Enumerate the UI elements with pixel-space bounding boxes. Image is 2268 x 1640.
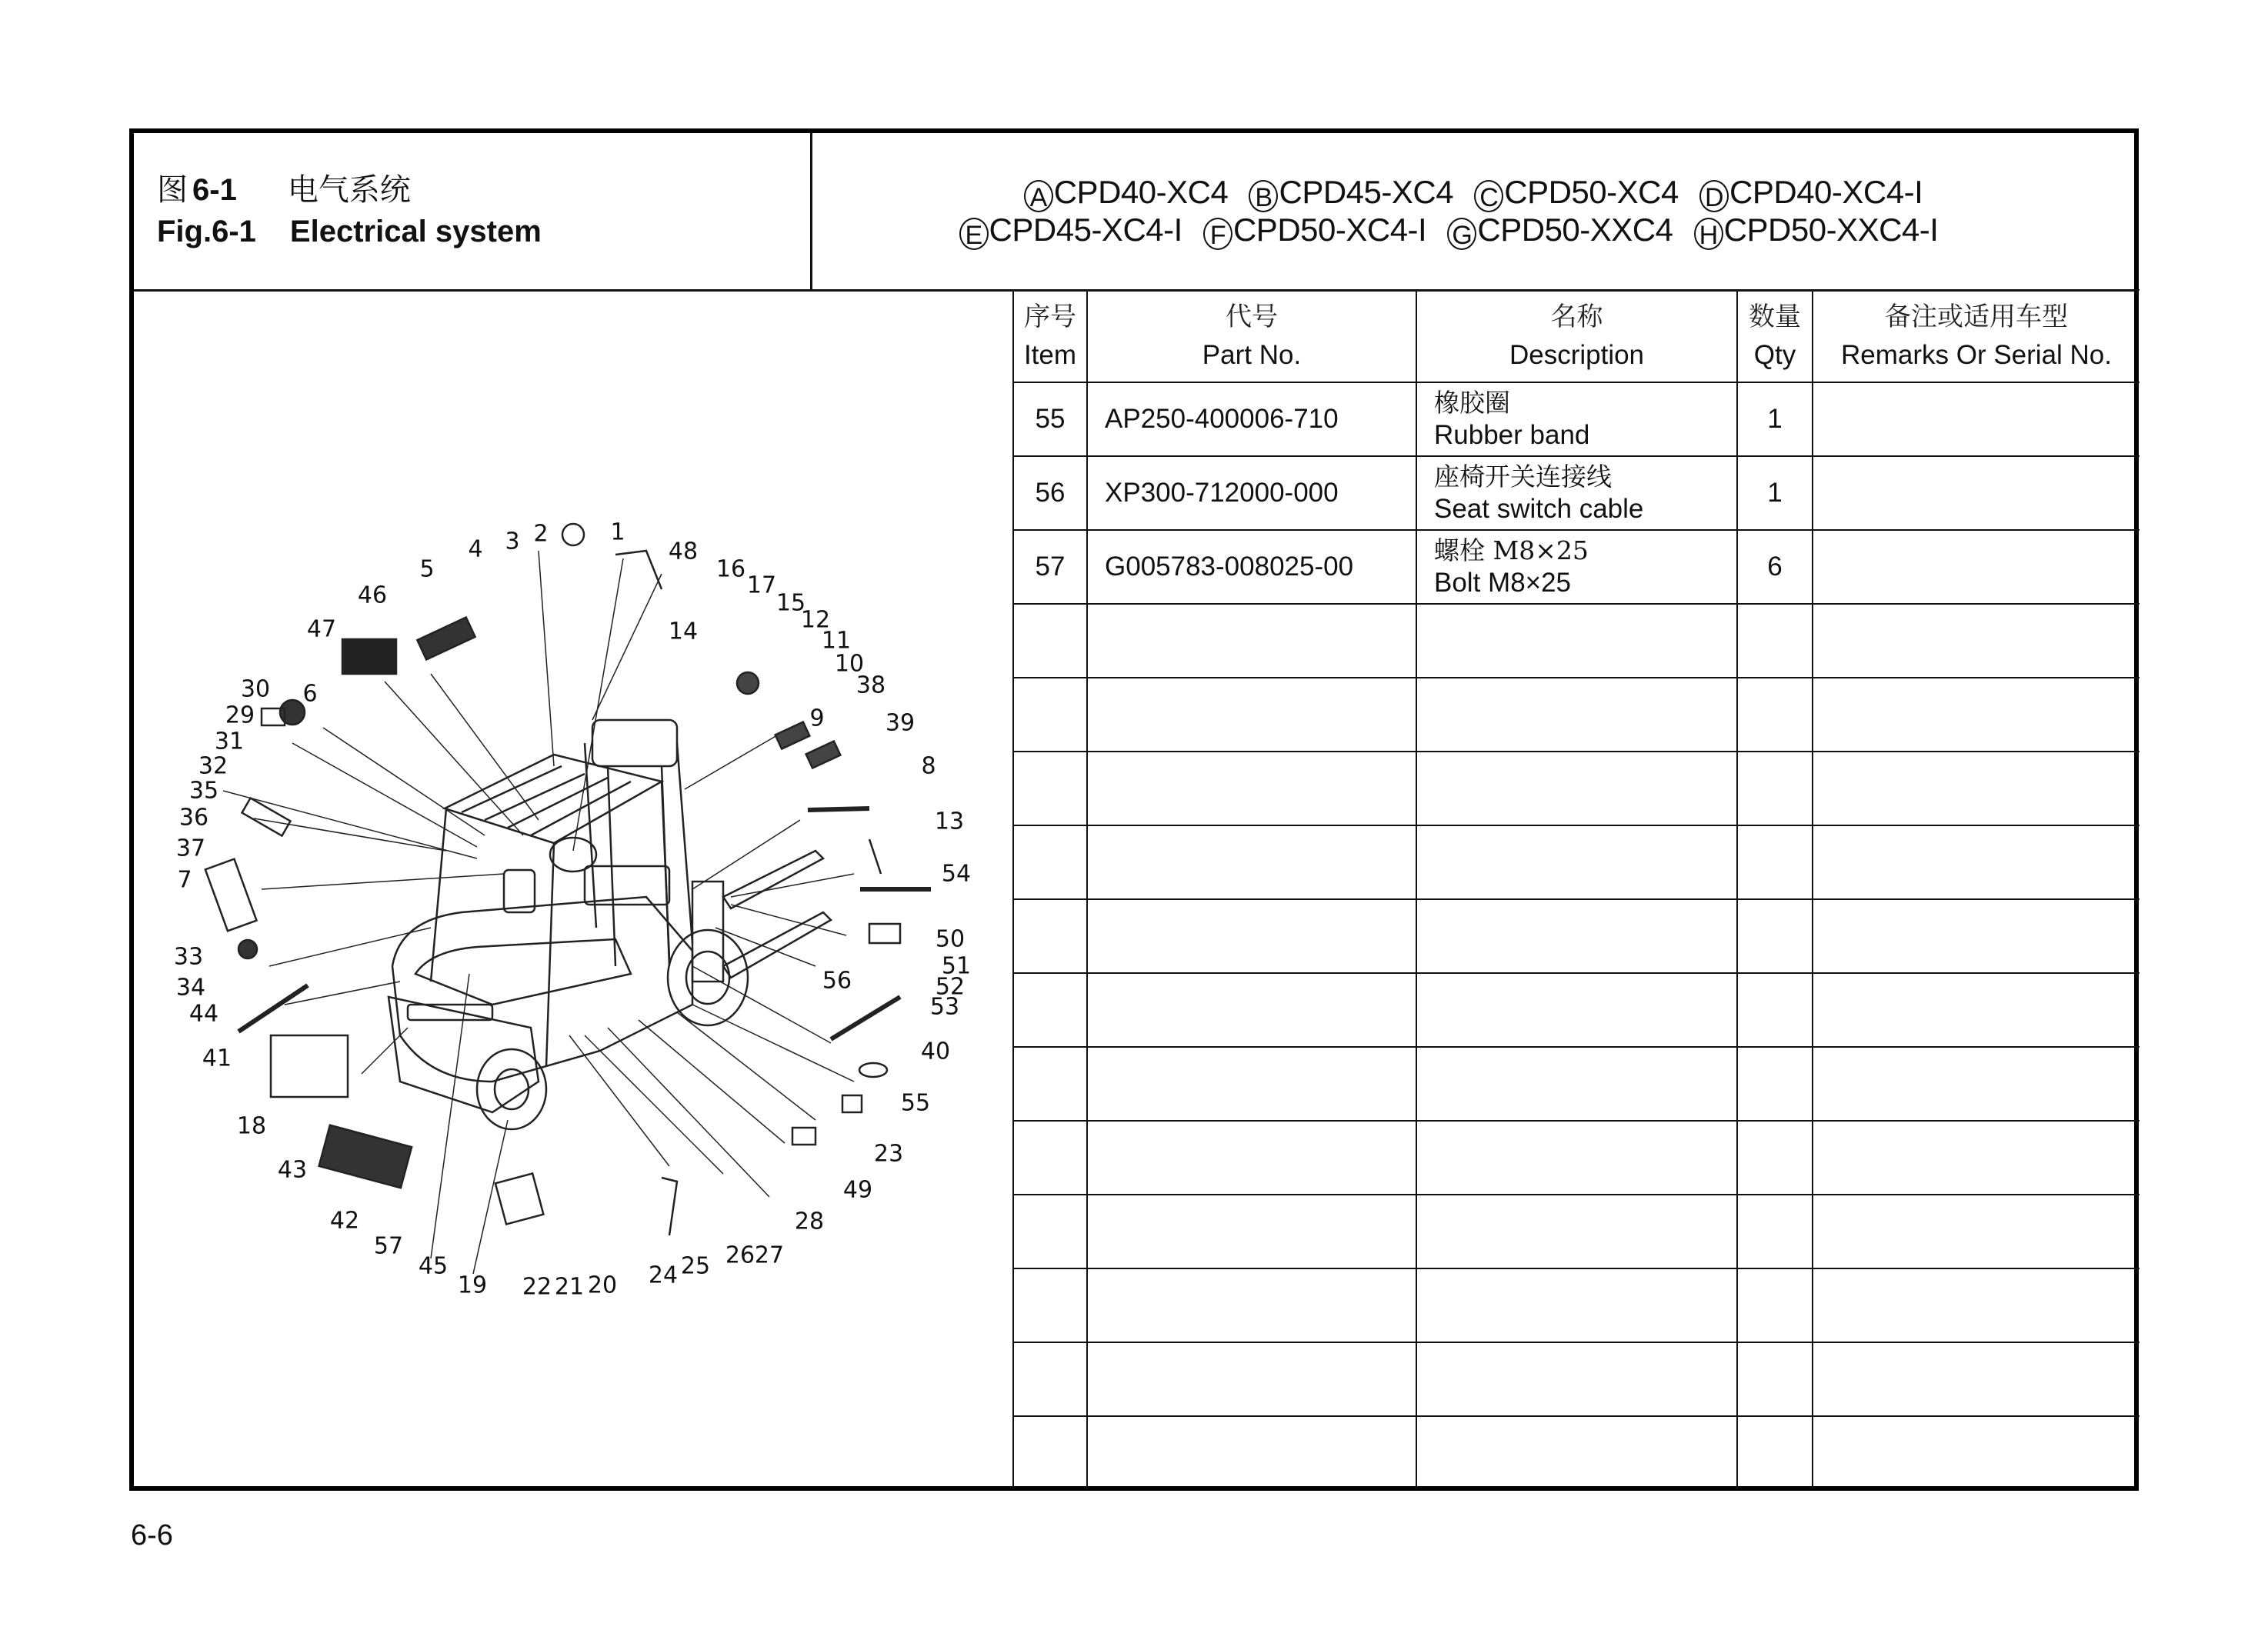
callout-label: 4 [468,535,483,563]
cell-remarks [1813,1416,2140,1489]
cell-part-no [1087,1342,1416,1416]
figure-name-en: Electrical system [289,215,542,248]
table-row [1013,1195,2140,1268]
cell-qty: 1 [1737,456,1813,530]
cell-qty [1737,1047,1813,1121]
col-header-part-no [1087,290,1416,382]
cell-description [1416,530,1737,604]
cell-item [1013,973,1087,1047]
callout-label: 9 [809,705,825,732]
col-header-remarks [1813,290,2140,382]
cell-part-no [1087,825,1416,899]
description-cn: 橡胶圈 [1434,388,1510,418]
cell-item [1013,1268,1087,1342]
circled-letter-icon: F [1203,218,1232,250]
cell-remarks [1813,604,2140,678]
callout-label: 14 [668,618,699,645]
figure-number: 6-1 [192,173,237,207]
cell-description [1416,1121,1737,1195]
cell-item [1013,1342,1087,1416]
col-header-cn: 备注或适用车型 [1885,302,2068,332]
callout-label: 26 [725,1242,755,1269]
models-row-2 [763,212,2134,250]
callout-label: 57 [373,1232,404,1260]
callout-label: 50 [935,925,966,953]
figure-frame [129,128,2139,1491]
cell-part-no [1087,899,1416,973]
cell-part-no [1087,678,1416,752]
col-header-qty [1737,290,1813,382]
table-header-row [1013,290,2140,382]
cell-description [1416,604,1737,678]
cell-item [1013,825,1087,899]
cell-item [1013,899,1087,973]
cell-qty [1737,825,1813,899]
models-list [812,175,2134,250]
callout-label: 2 [533,520,549,548]
cell-description [1416,1195,1737,1268]
table-row [1013,752,2140,825]
table-row [1013,899,2140,973]
callout-label: 30 [240,675,271,703]
exploded-diagram [134,292,1012,1491]
cell-qty: 1 [1737,382,1813,456]
table-row [1013,1268,2140,1342]
col-header-cn: 代号 [1226,302,1278,332]
callout-label: 55 [900,1089,931,1117]
callout-label: 38 [856,672,886,699]
cell-remarks [1813,678,2140,752]
figure-prefix-cn: 图 [157,172,188,208]
col-header-cn: 序号 [1024,302,1076,332]
figure-title-en [157,215,542,249]
description-en: Bolt M8×25 [1434,568,1572,598]
col-header-en: Item [1023,340,1077,370]
model-item [1249,175,1453,212]
callout-label: 45 [418,1252,449,1280]
callout-label: 3 [505,528,520,555]
circled-letter-icon: G [1447,218,1476,250]
table-row [1013,604,2140,678]
page-number: 6-6 [131,1519,173,1552]
cell-item [1013,1121,1087,1195]
cell-part-no [1087,604,1416,678]
callout-label: 48 [668,538,699,565]
callout-label: 36 [178,804,209,832]
cell-description [1416,382,1737,456]
col-header-cn: 名称 [1550,302,1603,332]
cell-qty: 6 [1737,530,1813,604]
cell-item: 56 [1013,456,1087,530]
table-row [1013,825,2140,899]
callout-label: 20 [587,1272,618,1299]
cell-part-no [1087,1121,1416,1195]
col-header-description [1416,290,1737,382]
cell-item [1013,1195,1087,1268]
model-name: CPD40-XC4 [1053,174,1229,210]
cell-description [1416,1047,1737,1121]
callout-label: 35 [188,777,219,805]
cell-part-no [1087,752,1416,825]
callout-label: 13 [934,808,965,835]
parts-table-body [1013,382,2140,1489]
cell-remarks [1813,752,2140,825]
callout-label: 33 [173,943,204,971]
cell-remarks [1813,1195,2140,1268]
cell-part-no [1087,973,1416,1047]
figure-label-en: Fig.6-1 [157,215,256,248]
callout-label: 1 [610,518,625,546]
callout-label: 40 [920,1038,951,1065]
cell-part-no: AP250-400006-710 [1087,382,1416,456]
cell-qty [1737,1268,1813,1342]
cell-qty [1737,1121,1813,1195]
callout-label: 46 [357,582,388,609]
cell-item [1013,678,1087,752]
cell-description [1416,1342,1737,1416]
cell-remarks [1813,973,2140,1047]
table-row [1013,1342,2140,1416]
description-en: Seat switch cable [1434,494,1644,524]
callout-label: 41 [202,1045,232,1072]
model-item [1024,175,1229,212]
callout-label: 54 [941,860,972,888]
callout-label: 43 [277,1156,308,1184]
model-item [1203,212,1426,250]
cell-remarks [1813,1121,2140,1195]
callout-label: 42 [329,1207,360,1235]
cell-item [1013,1047,1087,1121]
cell-part-no [1087,1047,1416,1121]
callout-label: 23 [873,1140,904,1168]
callout-label: 49 [842,1176,873,1204]
model-name: CPD40-XC4-I [1729,174,1923,210]
figure-name-cn: 电气系统 [287,172,411,208]
cell-item: 57 [1013,530,1087,604]
cell-item [1013,1416,1087,1489]
callout-label: 22 [522,1273,552,1301]
cell-item [1013,752,1087,825]
model-name: CPD50-XXC4-I [1723,212,1939,248]
cell-remarks [1813,825,2140,899]
callout-label: 16 [715,555,746,583]
callout-label: 12 [800,606,831,634]
model-name: CPD45-XC4-I [989,212,1182,248]
col-header-en: Part No. [1202,340,1302,370]
circled-letter-icon: E [959,218,989,250]
callout-label: 25 [680,1252,711,1280]
callout-label: 10 [834,650,865,678]
cell-part-no [1087,1195,1416,1268]
cell-remarks [1813,899,2140,973]
table-row [1013,1416,2140,1489]
cell-qty [1737,604,1813,678]
cell-description [1416,899,1737,973]
callout-label: 52 [935,973,966,1001]
callout-label: 15 [775,589,806,617]
callout-label: 11 [821,627,852,655]
model-item [1694,212,1939,250]
parts-table [1012,289,2140,1489]
col-header-en: Remarks Or Serial No. [1840,340,2113,370]
cell-description [1416,752,1737,825]
callout-label: 56 [822,967,852,995]
table-row [1013,530,2140,604]
model-item [959,212,1182,250]
cell-item [1013,604,1087,678]
model-item [1474,175,1679,212]
cell-remarks [1813,382,2140,456]
table-row [1013,678,2140,752]
applicable-models-block [812,133,2134,289]
model-name: CPD50-XC4 [1504,174,1679,210]
callout-label: 21 [554,1273,585,1301]
cell-part-no [1087,1416,1416,1489]
col-header-item [1013,290,1087,382]
callout-label: 17 [746,572,777,599]
cell-remarks [1813,1268,2140,1342]
figure-title-cn [157,165,411,209]
model-item [1699,175,1923,212]
cell-description [1416,456,1737,530]
callout-label: 44 [188,1000,219,1028]
cell-description [1416,1416,1737,1489]
table-row [1013,973,2140,1047]
callout-label: 37 [175,835,206,862]
circled-letter-icon: A [1024,180,1053,212]
table-row [1013,1047,2140,1121]
cell-qty [1737,1416,1813,1489]
models-row-1 [812,175,2134,212]
cell-qty [1737,678,1813,752]
callout-label: 28 [794,1208,825,1235]
cell-qty [1737,752,1813,825]
callout-label: 24 [648,1262,679,1289]
circled-letter-icon: B [1249,180,1278,212]
callout-label: 27 [754,1242,785,1269]
model-name: CPD50-XXC4 [1477,212,1673,248]
callout-label: 6 [302,680,318,708]
table-row [1013,382,2140,456]
description-cn: 座椅开关连接线 [1434,462,1612,492]
callout-label: 18 [236,1112,267,1140]
forklift-illustration [134,292,1012,1491]
circled-letter-icon: C [1474,180,1503,212]
description-cn: 螺栓 M8×25 [1434,535,1589,565]
callout-label: 39 [885,709,916,737]
cell-part-no: XP300-712000-000 [1087,456,1416,530]
cell-part-no [1087,1268,1416,1342]
callout-label: 19 [457,1272,488,1299]
cell-remarks [1813,456,2140,530]
cell-remarks [1813,1342,2140,1416]
model-name: CPD50-XC4-I [1232,212,1427,248]
col-header-en: Description [1509,340,1645,370]
circled-letter-icon: D [1699,180,1729,212]
cell-remarks [1813,1047,2140,1121]
callout-label: 29 [225,702,255,729]
cell-description [1416,678,1737,752]
cell-qty [1737,1195,1813,1268]
callout-label: 47 [306,615,337,643]
cell-qty [1737,1342,1813,1416]
model-item [1447,212,1673,250]
callout-label: 8 [921,752,936,780]
callout-label: 53 [929,993,960,1021]
cell-qty [1737,899,1813,973]
cell-remarks [1813,530,2140,604]
col-header-en: Qty [1753,340,1796,370]
callout-label: 7 [177,866,192,894]
table-row [1013,456,2140,530]
cell-item: 55 [1013,382,1087,456]
figure-title-block [134,133,812,289]
cell-description [1416,825,1737,899]
callout-label: 34 [175,974,206,1002]
callout-label: 51 [941,952,972,980]
cell-description [1416,1268,1737,1342]
callout-label: 31 [214,728,245,755]
col-header-cn: 数量 [1749,302,1801,332]
model-name: CPD45-XC4 [1279,174,1454,210]
description-en: Rubber band [1434,420,1590,450]
cell-qty [1737,973,1813,1047]
circled-letter-icon: H [1694,218,1723,250]
table-row [1013,1121,2140,1195]
cell-part-no: G005783-008025-00 [1087,530,1416,604]
callout-label: 5 [419,555,435,583]
cell-description [1416,973,1737,1047]
callout-label: 32 [198,752,228,780]
